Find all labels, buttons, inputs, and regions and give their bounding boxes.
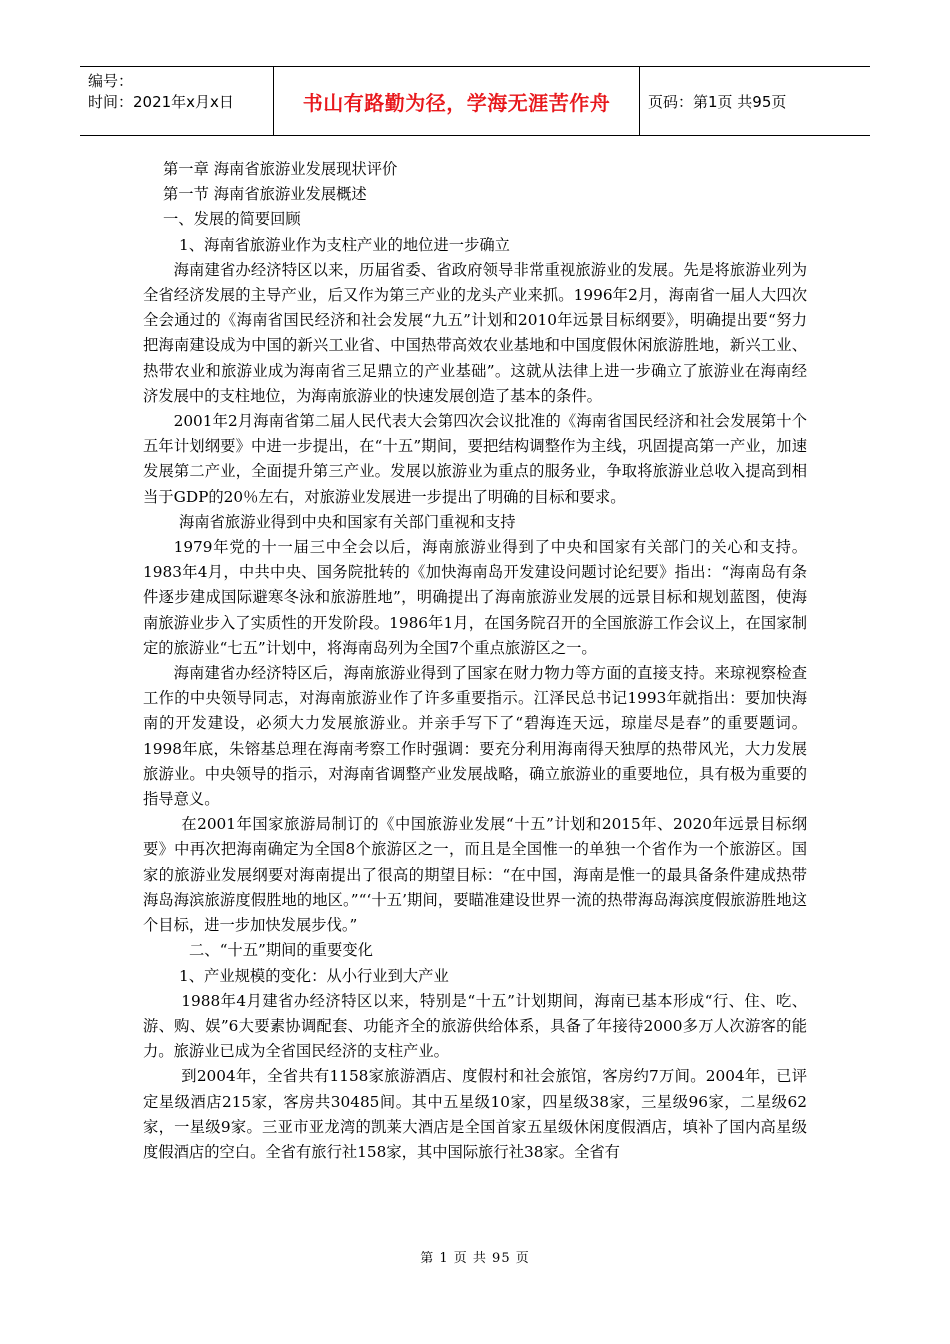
page-footer: 第 1 页 共 95 页 <box>420 1251 530 1266</box>
header-page-info: 页码：第1页 共95页 <box>648 92 787 111</box>
paragraph: 2001年2月海南省第二届人民代表大会第四次会议批准的《海南省国民经济和社会发展第十个五年计划纲要》中进一步提出，在“十五”期间，要把结构调整作为主线，巩固提高第一产业，加速发展第二产业，全面提升第三产业。发展以旅游业为重点的服务业，争取将旅游业总收入提高到相当于GDP的20％左右，对旅游业发展进一步提出了明确的目标和要求。 <box>143 412 807 506</box>
document-body <box>143 157 807 1165</box>
document-number-label: 编号： <box>88 72 134 90</box>
chapter-title: 第一章 海南省旅游业发展现状评价 <box>163 160 398 178</box>
paragraph: 海南建省办经济特区后，海南旅游业得到了国家在财力物力等方面的直接支持。来琼视察检查工作的中央领导同志，对海南旅游业作了许多重要指示。江泽民总书记1993年就指出：要加快海南的开发建设，必须大力发展旅游业。并亲手写下了“碧海连天远，琼崖尽是春”的重要题词。1998年底，朱镕基总理在海南考察工作时强调：要充分利用海南得天独厚的热带风光，大力发展旅游业。中央领导的指示，对海南省调整产业发展战略，确立旅游业的重要地位，具有极为重要的指导意义。 <box>143 664 807 809</box>
subsection-heading: 1、产业规模的变化：从小行业到大产业 <box>179 966 449 985</box>
paragraph: 到2004年，全省共有1158家旅游酒店、度假村和社会旅馆，客房约7万间。2004年，已评定星级酒店215家，客房共30485间。其中五星级10家，四星级38家，三星级96家，二星级62家，一星级9家。三亚市亚龙湾的凯莱大酒店是全国首家五星级休闲度假酒店，填补了国内高星级度假酒店的空白。全省有旅行社158家，其中国际旅行社38家。全省有 <box>143 1067 807 1161</box>
paragraph: 在2001年国家旅游局制订的《中国旅游业发展“十五”计划和2015年、2020年远景目标纲要》中再次把海南确定为全国8个旅游区之一，而且是全国惟一的单独一个省作为一个旅游区。国家的旅游业发展纲要对海南提出了很高的期望目标：“在中国，海南是惟一的最具备条件建成热带海岛海滨旅游度假胜地的地区。”“‘十五’期间，要瞄准建设世界一流的热带海岛海滨度假旅游胜地这个目标，进一步加快发展步伐。” <box>143 815 807 935</box>
section-title: 第一节 海南省旅游业发展概述 <box>163 185 367 204</box>
subsection-heading: 海南省旅游业得到中央和国家有关部门重视和支持 <box>179 512 516 531</box>
document-time-label: 时间：2021年x月x日 <box>88 93 234 111</box>
header-meta <box>80 67 274 135</box>
paragraph: 海南建省办经济特区以来，历届省委、省政府领导非常重视旅游业的发展。先是将旅游业列为全省经济发展的主导产业，后又作为第三产业的龙头产业来抓。1996年2月，海南省一届人大四次全会通过的《海南省国民经济和社会发展“九五”计划和2010年远景目标纲要》，明确提出要“努力把海南建设成为中国的新兴工业省、中国热带高效农业基地和中国度假休闲旅游胜地，新兴工业、热带农业和旅游业成为海南省三足鼎立的产业基础”。这就从法律上进一步确立了旅游业在海南经济发展中的支柱地位，为海南旅游业的快速发展创造了基本的条件。 <box>143 260 807 405</box>
paragraph: 1979年党的十一届三中全会以后，海南旅游业得到了中央和国家有关部门的关心和支持。1983年4月，中共中央、国务院批转的《加快海南岛开发建设问题讨论纪要》指出：“海南岛有条件逐步建成国际避寒冬泳和旅游胜地”，明确提出了海南旅游业发展的远景目标和规划蓝图，使海南旅游业步入了实质性的开发阶段。1986年1月，在国务院召开的全国旅游工作会议上，在国家制定的旅游业“七五”计划中，将海南岛列为全国7个重点旅游区之一。 <box>143 538 807 657</box>
paragraph: 1988年4月建省办经济特区以来，特别是“十五”计划期间，海南已基本形成“行、住、吃、游、购、娱”6大要素协调配套、功能齐全的旅游供给体系，具备了年接待2000多万人次游客的能力。旅游业已成为全省国民经济的支柱产业。 <box>143 991 807 1061</box>
subsection-title: 二、“十五”期间的重要变化 <box>189 941 373 960</box>
header-table <box>80 66 870 136</box>
subsection-heading: 1、海南省旅游业作为支柱产业的地位进一步确立 <box>179 235 510 254</box>
subsection-title: 一、发展的简要回顾 <box>163 210 301 229</box>
header-motto: 书山有路勤为径，学海无涯苦作舟 <box>274 67 640 135</box>
